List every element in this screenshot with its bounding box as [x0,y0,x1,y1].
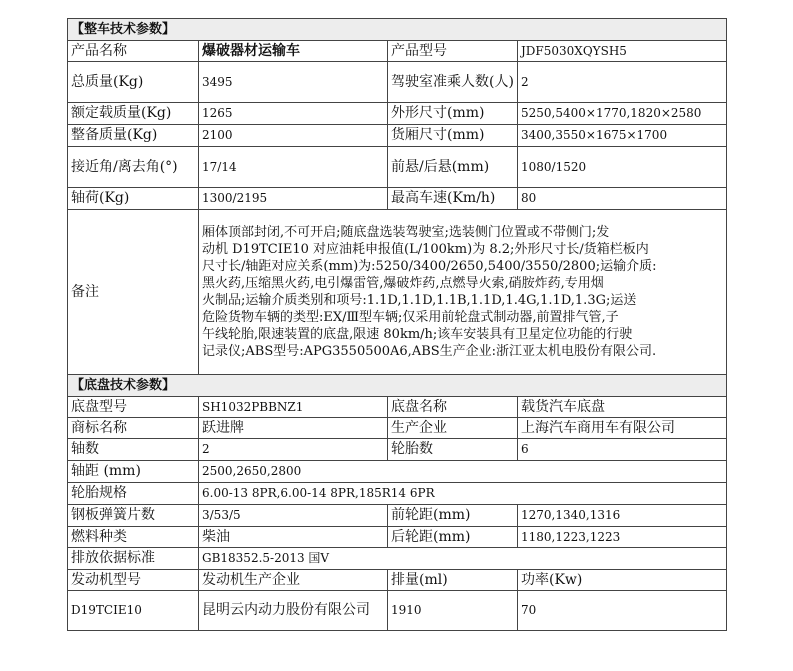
engine-maker-label: 发动机生产企业 [199,570,388,591]
curb-mass-value: 2100 [199,125,388,147]
remarks-line: 厢体顶部封闭,不可开启;随底盘选装驾驶室;选装侧门位置或不带侧门;发 [202,225,610,240]
engine-model-value: D19TCIE10 [68,591,199,631]
wheelbase-value: 2500,2650,2800 [199,461,727,483]
remarks-line: 火制品;运输介质类别和项号:1.1D,1.1D,1.1B,1.1D,1.4G,1.1D,1.3G;运送 [202,293,637,308]
rear-track-value: 1180,1223,1223 [518,527,727,548]
chassis-section-title: 【底盘技术参数】 [68,375,727,397]
remarks-line: 动机 D19TCIE10 对应油耗申报值(L/100km)为 8.2;外形尺寸长/货箱栏板内 [202,242,649,257]
axle-load-label: 轴荷(Kg) [68,188,199,210]
cargo-box-label: 货厢尺寸(mm) [388,125,518,147]
remarks-line: 记录仪;ABS型号:APG3550500A6,ABS生产企业:浙江亚太机电股份有限公司. [202,344,657,359]
curb-mass-label: 整备质量(Kg) [68,125,199,147]
approach-angle-value: 17/14 [199,147,388,188]
product-name-value: 爆破器材运输车 [199,41,388,62]
cab-capacity-label: 驾驶室准乘人数(人) [388,62,518,103]
product-model-label: 产品型号 [388,41,518,62]
springs-value: 3/53/5 [199,505,388,527]
chassis-name-value: 载货汽车底盘 [518,397,727,418]
tire-count-value: 6 [518,439,727,461]
fuel-value: 柴油 [199,527,388,548]
rear-track-label: 后轮距(mm) [388,527,518,548]
brand-value: 跃进牌 [199,418,388,439]
tire-count-label: 轮胎数 [388,439,518,461]
overhang-value: 1080/1520 [518,147,727,188]
vehicle-section-title: 【整车技术参数】 [68,19,727,41]
approach-angle-label: 接近角/离去角(°) [68,147,199,188]
manufacturer-label: 生产企业 [388,418,518,439]
rated-load-value: 1265 [199,103,388,125]
manufacturer-value: 上海汽车商用车有限公司 [518,418,727,439]
product-model-value: JDF5030XQYSH5 [518,41,727,62]
displacement-label: 排量(ml) [388,570,518,591]
axles-label: 轴数 [68,439,199,461]
brand-label: 商标名称 [68,418,199,439]
front-track-label: 前轮距(mm) [388,505,518,527]
springs-label: 钢板弹簧片数 [68,505,199,527]
remarks-line: 危险货物车辆的类型:EX/Ⅲ型车辆;仅采用前轮盘式制动器,前置排气管,子 [202,310,619,325]
max-speed-value: 80 [518,188,727,210]
product-name-label: 产品名称 [68,41,199,62]
remarks-line: 尺寸长/轴距对应关系(mm)为:5250/3400/2650,5400/3550/2800;运输介质: [202,259,657,274]
axles-value: 2 [199,439,388,461]
engine-model-label: 发动机型号 [68,570,199,591]
spec-table [67,18,727,631]
chassis-model-value: SH1032PBBNZ1 [199,397,388,418]
dimensions-label: 外形尺寸(mm) [388,103,518,125]
engine-maker-value: 昆明云内动力股份有限公司 [199,591,388,631]
front-track-value: 1270,1340,1316 [518,505,727,527]
total-mass-value: 3495 [199,62,388,103]
remarks-line: 午线轮胎,限速装置的底盘,限速 80km/h;该车安装具有卫星定位功能的行驶 [202,327,633,342]
remarks-label: 备注 [68,210,199,375]
power-value: 70 [518,591,727,631]
overhang-label: 前悬/后悬(mm) [388,147,518,188]
remarks-line: 黑火药,压缩黑火药,电引爆雷管,爆破炸药,点燃导火索,硝胺炸药,专用烟 [202,276,604,291]
total-mass-label: 总质量(Kg) [68,62,199,103]
fuel-label: 燃料种类 [68,527,199,548]
cargo-box-value: 3400,3550×1675×1700 [518,125,727,147]
wheelbase-label: 轴距 (mm) [68,461,199,483]
emission-label: 排放依据标准 [68,548,199,570]
displacement-value: 1910 [388,591,518,631]
cab-capacity-value: 2 [518,62,727,103]
rated-load-label: 额定载质量(Kg) [68,103,199,125]
remarks-text [199,210,727,375]
emission-value: GB18352.5-2013 国Ⅴ [199,548,727,570]
tire-spec-label: 轮胎规格 [68,483,199,505]
chassis-name-label: 底盘名称 [388,397,518,418]
tire-spec-value: 6.00-13 8PR,6.00-14 8PR,185R14 6PR [199,483,727,505]
power-label: 功率(Kw) [518,570,727,591]
axle-load-value: 1300/2195 [199,188,388,210]
dimensions-value: 5250,5400×1770,1820×2580 [518,103,727,125]
chassis-model-label: 底盘型号 [68,397,199,418]
max-speed-label: 最高车速(Km/h) [388,188,518,210]
